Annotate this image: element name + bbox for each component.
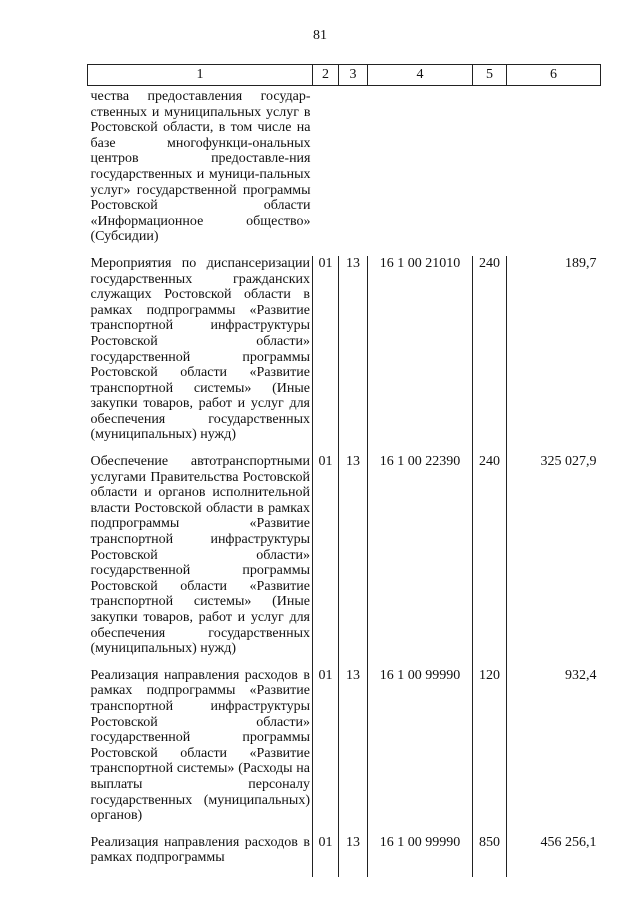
row-description: чества предоставления государ-ственных и муниципальных услуг в Ростовской области, в том числе на базе многофункци-ональных центров предоставле-ния государственных и муници-пальных услуг» государственной программы Ростовской области «Информационное общество» (Субсидии) — [90, 89, 311, 245]
row-target-code — [368, 86, 473, 256]
row-section: 01 — [313, 835, 339, 877]
table-row — [88, 454, 601, 668]
row-expense-type: 240 — [473, 256, 507, 454]
row-subsection: 13 — [339, 835, 368, 877]
row-target-code: 16 1 00 99990 — [368, 668, 473, 835]
row-section: 01 — [313, 256, 339, 454]
column-header-1: 1 — [88, 65, 313, 86]
row-subsection: 13 — [339, 668, 368, 835]
budget-table — [87, 64, 601, 877]
table-header-row — [88, 65, 601, 86]
row-target-code: 16 1 00 21010 — [368, 256, 473, 454]
table-row — [88, 86, 601, 256]
row-subsection: 13 — [339, 454, 368, 668]
row-expense-type: 240 — [473, 454, 507, 668]
row-description: Мероприятия по диспансеризации государственных гражданских служащих Ростовской области в рамках подпрограммы «Развитие транспортной инфраструктуры Ростовской области» государственной программы Ростовской области «Развитие транспортной системы» (Иные закупки товаров, работ и услуг для обеспечения государственных (муниципальных) нужд) — [90, 255, 310, 443]
row-expense-type — [473, 86, 507, 256]
row-subsection — [339, 86, 368, 256]
row-expense-type: 850 — [473, 835, 507, 877]
column-header-2: 2 — [313, 65, 339, 86]
row-description: Реализация направления расходов в рамках подпрограммы — [90, 834, 310, 866]
row-expense-type: 120 — [473, 668, 507, 835]
column-header-4: 4 — [368, 65, 473, 86]
row-amount: 932,4 — [507, 668, 601, 835]
row-section: 01 — [313, 454, 339, 668]
row-amount: 456 256,1 — [507, 835, 601, 877]
column-header-6: 6 — [507, 65, 601, 86]
table-row — [88, 668, 601, 835]
row-amount — [507, 86, 601, 256]
row-section — [313, 86, 339, 256]
row-target-code: 16 1 00 99990 — [368, 835, 473, 877]
row-amount: 325 027,9 — [507, 454, 601, 668]
row-amount: 189,7 — [507, 256, 601, 454]
row-target-code: 16 1 00 22390 — [368, 454, 473, 668]
row-description: Реализация направления расходов в рамках подпрограммы «Развитие транспортной инфраструктуры Ростовской области» государственной программы Ростовской области «Развитие транспортной системы» (Расходы на выплаты персоналу государственных (муниципальных) органов) — [90, 667, 310, 824]
row-subsection: 13 — [339, 256, 368, 454]
column-header-3: 3 — [339, 65, 368, 86]
row-description: Обеспечение автотранспортными услугами Правительства Ростовской области и органов исполнительной власти Ростовской области в рамках подпрограммы «Развитие транспортной инфраструктуры Ростовской области» государственной программы Ростовской области «Развитие транспортной системы» (Иные закупки товаров, работ и услуг для обеспечения государственных (муниципальных) нужд) — [90, 454, 310, 657]
page-number: 81 — [313, 28, 327, 43]
table-row — [88, 256, 601, 454]
column-header-5: 5 — [473, 65, 507, 86]
row-section: 01 — [313, 668, 339, 835]
table-row — [88, 835, 601, 877]
